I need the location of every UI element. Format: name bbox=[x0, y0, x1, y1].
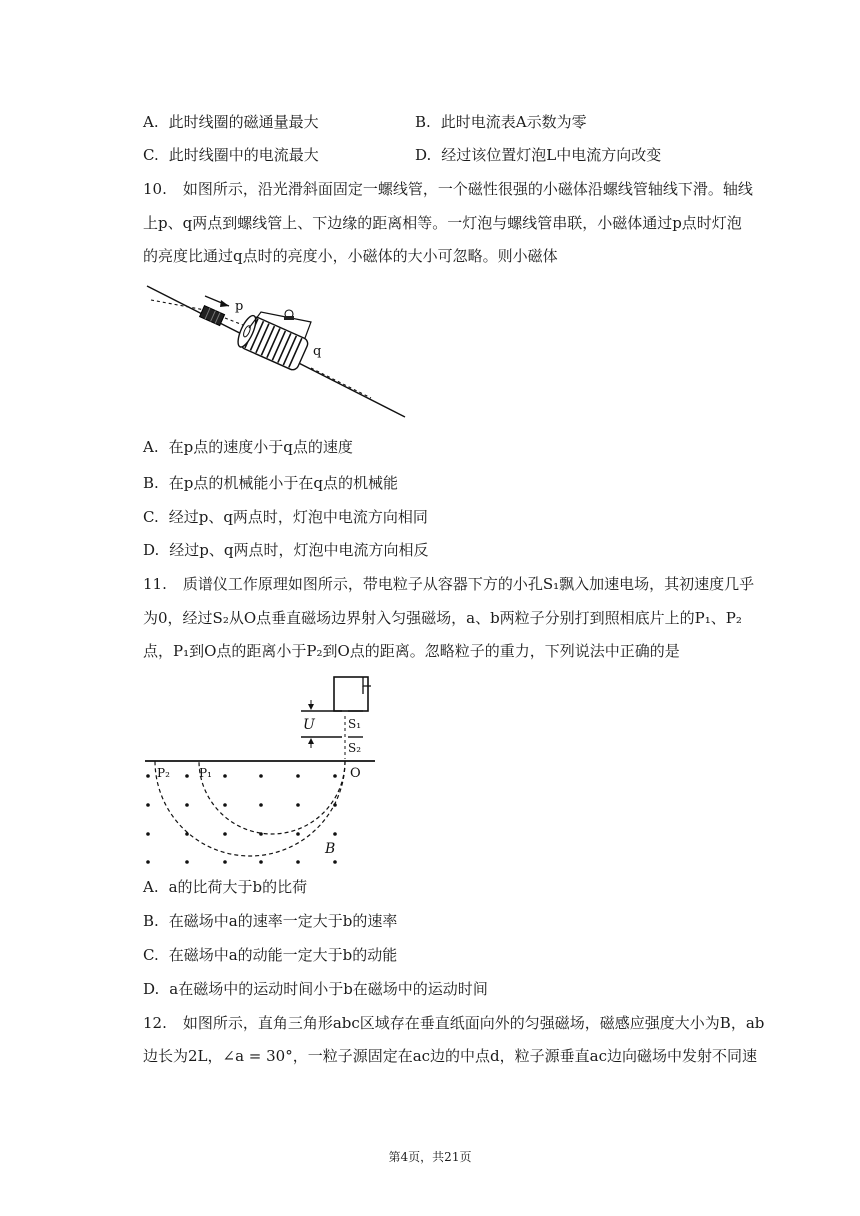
q11-option-c: C. 在磁场中a的动能一定大于b的动能 bbox=[143, 946, 398, 964]
q10-stem-line1: 10. 如图所示，沿光滑斜面固定一螺线管，一个磁性很强的小磁体沿螺线管轴线下滑。轴线 bbox=[143, 180, 753, 198]
q11-option-d: D. a在磁场中的运动时间小于b在磁场中的运动时间 bbox=[143, 980, 488, 998]
q11-mass-spectrometer-figure bbox=[143, 674, 378, 870]
q11-label-s2: S₂ bbox=[348, 741, 362, 755]
q10-option-c: C. 经过p、q两点时，灯泡中电流方向相同 bbox=[143, 508, 428, 526]
q9-option-a: A. 此时线圈的磁通量最大 bbox=[143, 113, 319, 131]
q12-number: 12. bbox=[143, 1014, 167, 1032]
q11-label-s1: S₁ bbox=[348, 717, 362, 731]
q11-label-p2: P₂ bbox=[157, 766, 170, 780]
q10-stem-line3: 的亮度比通过q点时的亮度小，小磁体的大小可忽略。则小磁体 bbox=[143, 247, 558, 265]
q11-label-b: B bbox=[325, 841, 336, 857]
q11-label-p1: P₁ bbox=[199, 766, 212, 780]
q9-option-d: D. 经过该位置灯泡L中电流方向改变 bbox=[415, 146, 662, 164]
q11-option-b: B. 在磁场中a的速率一定大于b的速率 bbox=[143, 912, 398, 930]
q11-stem-line3: 点，P₁到O点的距离小于P₂到O点的距离。忽略粒子的重力，下列说法中正确的是 bbox=[143, 642, 680, 660]
q10-label-q: q bbox=[313, 344, 322, 359]
q10-solenoid-figure bbox=[143, 280, 408, 422]
q11-number: 11. bbox=[143, 575, 167, 593]
q10-stem-line2: 上p、q两点到螺线管上、下边缘的距离相等。一灯泡与螺线管串联，小磁体通过p点时灯泡 bbox=[143, 214, 742, 232]
q10-number: 10. bbox=[143, 180, 167, 198]
q11-option-a: A. a的比荷大于b的比荷 bbox=[143, 878, 308, 896]
q11-stem-line2: 为0，经过S₂从O点垂直磁场边界射入匀强磁场，a、b两粒子分别打到照相底片上的P₁、P₂ bbox=[143, 609, 742, 627]
q10-label-p: p bbox=[235, 299, 244, 314]
q11-label-u: U bbox=[303, 717, 315, 733]
page-footer: 第4页，共21页 bbox=[388, 1150, 472, 1164]
q10-option-d: D. 经过p、q两点时，灯泡中电流方向相反 bbox=[143, 541, 429, 559]
q9-option-b: B. 此时电流表A示数为零 bbox=[415, 113, 587, 131]
q9-option-c: C. 此时线圈中的电流最大 bbox=[143, 146, 319, 164]
q10-option-a: A. 在p点的速度小于q点的速度 bbox=[143, 438, 353, 456]
q12-stem-line1: 12. 如图所示，直角三角形abc区域存在垂直纸面向外的匀强磁场，磁感应强度大小为B，ab bbox=[143, 1014, 765, 1032]
q11-label-o: O bbox=[350, 766, 361, 781]
q10-option-b: B. 在p点的机械能小于在q点的机械能 bbox=[143, 474, 399, 492]
q12-stem-line2: 边长为2L，∠a = 30°，一粒子源固定在ac边的中点d，粒子源垂直ac边向磁场中发射不同速 bbox=[143, 1047, 757, 1065]
q11-stem-line1: 11. 质谱仪工作原理如图所示，带电粒子从容器下方的小孔S₁飘入加速电场，其初速度几乎 bbox=[143, 575, 755, 593]
